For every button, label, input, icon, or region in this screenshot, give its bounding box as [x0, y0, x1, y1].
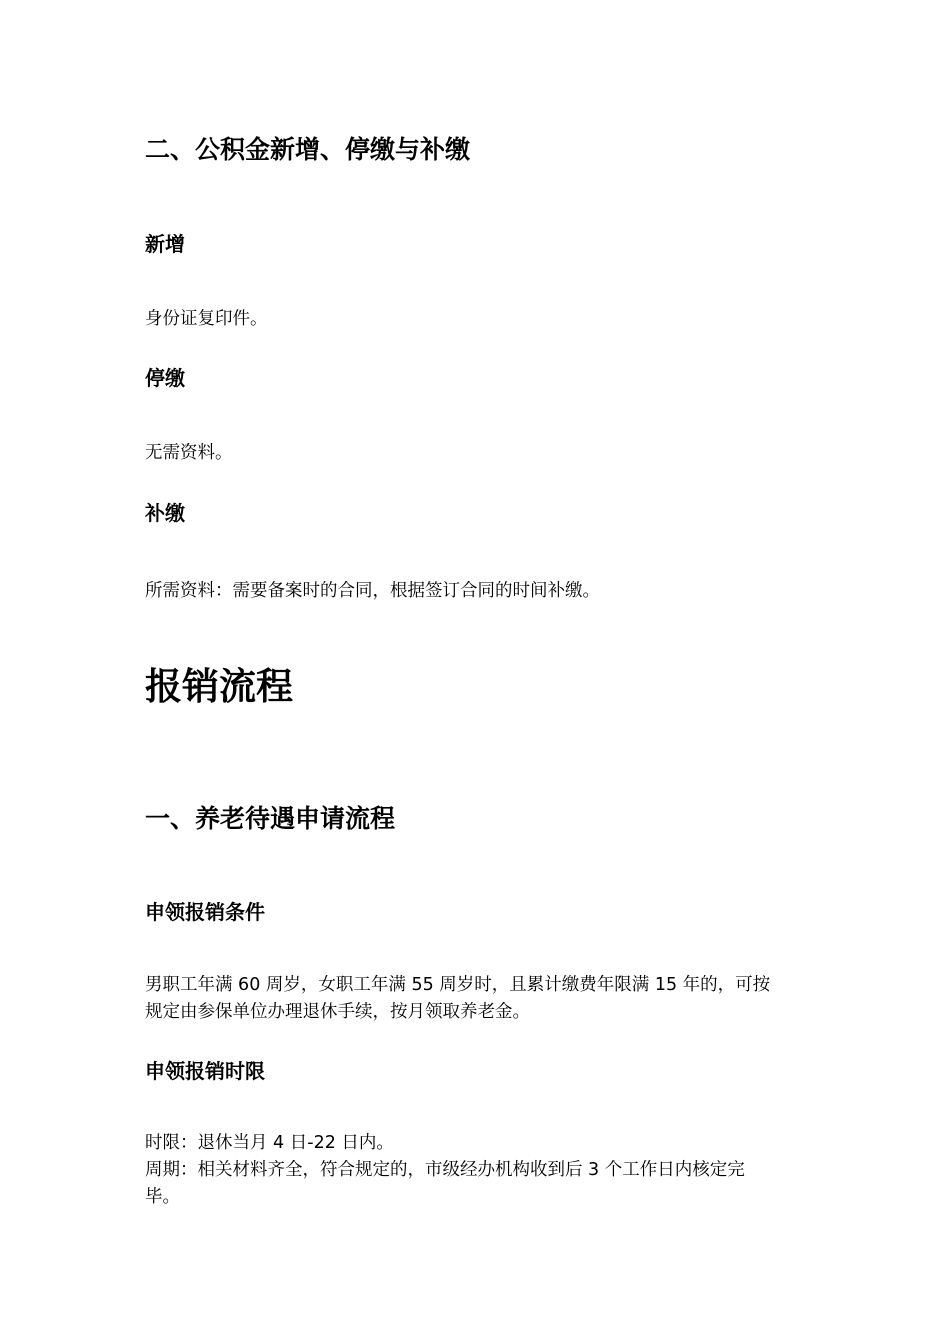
- chapter-title-baoxiao: 报销流程: [145, 665, 293, 708]
- subheading-tingjiao: 停缴: [145, 366, 185, 390]
- section-heading-gjj: 二、公积金新增、停缴与补缴: [145, 135, 471, 164]
- paragraph-line: 规定由参保单位办理退休手续，按月领取养老金。: [145, 1002, 530, 1022]
- paragraph-shixian: [145, 1130, 815, 1211]
- paragraph-line: 周期：相关材料齐全，符合规定的，市级经办机构收到后 3 个工作日内核定完: [145, 1160, 745, 1180]
- subheading-bujiao: 补缴: [145, 501, 185, 525]
- subheading-tiaojian: 申领报销条件: [145, 900, 265, 924]
- paragraph-tiaojian: [145, 972, 815, 1026]
- paragraph-line: 毕。: [145, 1187, 180, 1207]
- paragraph-xinzeng: 身份证复印件。: [145, 309, 268, 329]
- paragraph-bujiao: 所需资料：需要备案时的合同，根据签订合同的时间补缴。: [145, 581, 600, 601]
- section-heading-yanglao: 一、养老待遇申请流程: [145, 804, 396, 833]
- paragraph-line: 男职工年满 60 周岁，女职工年满 55 周岁时，且累计缴费年限满 15 年的，可按: [145, 975, 771, 995]
- subheading-xinzeng: 新增: [145, 232, 185, 256]
- paragraph-line: 时限：退休当月 4 日-22 日内。: [145, 1133, 394, 1153]
- paragraph-tingjiao: 无需资料。: [145, 443, 233, 463]
- subheading-shixian: 申领报销时限: [145, 1059, 265, 1083]
